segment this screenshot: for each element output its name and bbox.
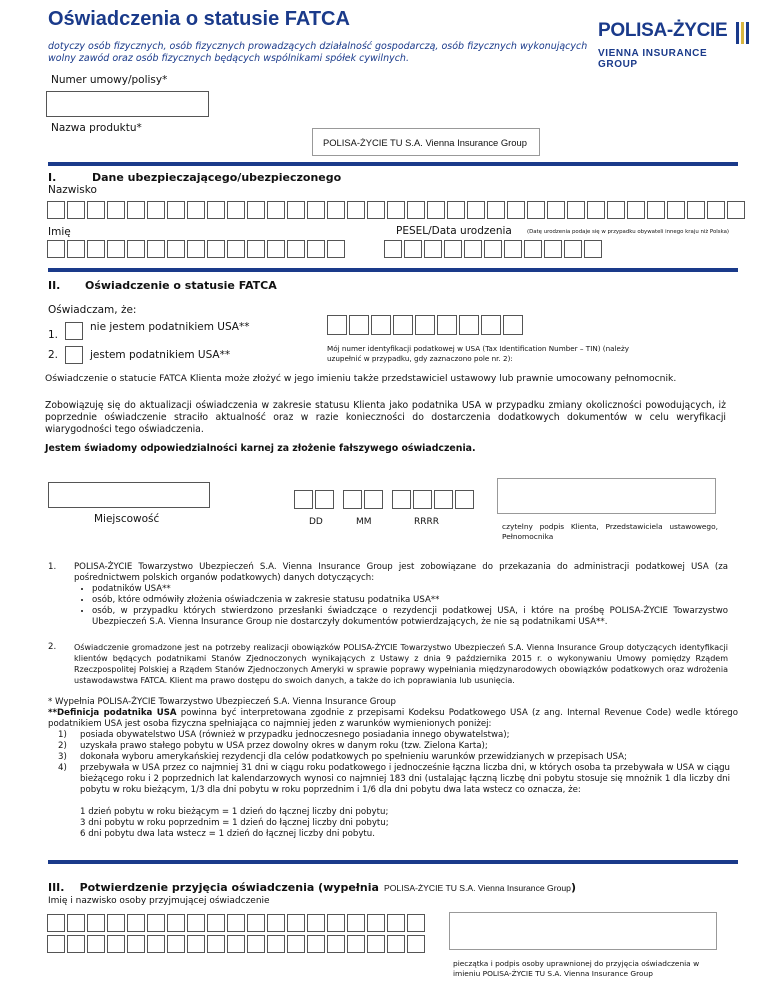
item-text: przebywała w USA przez co najmniej 31 dni w ciągu roku podatkowego i jednocześnie łączna liczba dni, w których osoba ta przebywała w USA w ciągu bieżącego roku i 2 poprzednich lat kalendarzowych wynosi co najmniej 183 dni (ustalając łączną liczbę dni pobytu stosuje się mnożnik 1 dla liczby dni pobytu w roku bieżącym, 1/3 dla dni pobytu w roku poprzednim i 1/6 dla dni pobytu dwa lata wstecz co oznacza, że: <box>80 763 730 795</box>
tin-note: Mój numer identyfikacji podatkowej w USA (Tax Identification Number – TIN) (należy uzupełnić w przypadku, gdy zaznaczono pole nr. 2): <box>327 344 629 363</box>
option2-number: 2. <box>48 349 59 361</box>
first-name-cells[interactable] <box>47 240 347 258</box>
note1-bullet: • osób, które odmówiły złożenia oświadczenia w zakresie statusu podatnika USA** <box>92 595 728 606</box>
definition-item-2 <box>58 741 738 752</box>
note1-bullet: • osób, w przypadku których stwierdzono przesłanki świadczące o rezydencji podatkowej USA, i które na prośbę POLISA-ŻYCIE Towarzystwo Ubezpieczeń S.A. Vienna Insurance Group nie dostarczyły dokumentów potwierdzających, że nie są podatnikami USA**. <box>92 606 728 628</box>
declare-label: Oświadczam, że: <box>48 304 137 316</box>
stamp-signature-label: pieczątka i podpis osoby uprawnionej do przyjęcia oświadczenia w imieniu POLISA-ŻYCIE TU S.A. Vienna Insurance Group <box>453 959 700 978</box>
option1-label: nie jestem podatnikiem USA** <box>90 321 250 333</box>
item-number: 2) <box>58 741 67 751</box>
note2-number: 2. <box>48 642 57 652</box>
section-divider-3 <box>48 860 738 864</box>
policy-number-input[interactable] <box>46 91 209 117</box>
date-year-label: RRRR <box>414 517 440 527</box>
logo-name: POLISA-ŻYCIE <box>598 20 728 41</box>
section1-number: I. <box>48 171 57 184</box>
section3-number: III. <box>48 881 65 894</box>
section1-title: Dane ubezpieczającego/ubezpieczonego <box>92 171 342 184</box>
company-logo <box>598 20 748 70</box>
calc-line: 1 dzień pobytu w roku bieżącym = 1 dzień do łącznej liczby dni pobytu; <box>80 807 389 817</box>
logo-stripes-icon <box>736 22 750 44</box>
date-year-cells[interactable] <box>392 490 476 509</box>
note1-number: 1. <box>48 562 57 572</box>
section-divider-1 <box>48 162 738 166</box>
us-taxpayer-definition <box>48 708 738 730</box>
section3-title-end: ) <box>570 881 576 894</box>
section3-heading <box>48 876 576 895</box>
not-us-taxpayer-checkbox[interactable] <box>65 322 83 340</box>
item-text: uzyskała prawo stałego pobytu w USA przez dowolny okres w danym roku (tzw. Zielona Karta); <box>80 741 488 751</box>
note1-intro: POLISA-ŻYCIE Towarzystwo Ubezpieczeń S.A. Vienna Insurance Group jest zobowiązane do przekazania do administracji podatkowej USA (za pośrednictwem polskich organów podatkowych) danych dotyczących: <box>74 562 728 583</box>
note2: Oświadczenie gromadzone jest na potrzeby realizacji obowiązków POLISA-ŻYCIE Towarzystwo Ubezpieczeń S.A. Vienna Insurance Group dotyczących identyfikacji klientów będących podatnikami Stanów Zjednoczonych wynikających z Ustawy z dnia 9 października 2015 r. o wykonywaniu Umowy pomiędzy Rządem Rzeczpospolitej Polskiej a Rządem Stanów Zjednoczonych Ameryki w sprawie poprawy wypełniania międzynarodowych obowiązków podatkowych oraz wdrożenia ustawodawstwa FATCA. Klient ma prawo dostępu do swoich danych, a także do ich poprawiania lub usunięcia. <box>74 643 728 685</box>
liability-statement: Jestem świadomy odpowiedzialności karnej za złożenie fałszywego oświadczenia. <box>45 443 476 454</box>
product-name-label: Nazwa produktu* <box>51 122 142 134</box>
tin-cells[interactable] <box>327 315 525 335</box>
definition-item-1 <box>58 730 738 741</box>
us-taxpayer-checkbox[interactable] <box>65 346 83 364</box>
calc-line: 3 dni pobytu w roku poprzednim = 1 dzień do łącznej liczby dni pobytu; <box>80 818 389 828</box>
client-signature-label: czytelny podpis Klienta, Przedstawiciela ustawowego, Pełnomocnika <box>502 522 718 541</box>
section2-number: II. <box>48 279 61 292</box>
option1-number: 1. <box>48 329 59 341</box>
commitment-text: Zobowiązuję się do aktualizacji oświadczenia w zakresie statusu Klienta jako podatnika USA w przypadku zmiany okoliczności powodujących, iż poprzednie oświadczenie straciło aktualność oraz w razie konieczności do dostarczenia dodatkowych dokumentów w celu weryfikacji wiarygodności tego oświadczenia. <box>45 400 726 435</box>
date-day-label: DD <box>309 517 323 527</box>
definition-title: **Definicja podatnika USA <box>48 708 177 718</box>
calc-lines <box>80 807 720 840</box>
footnote-star1: * Wypełnia POLISA-ŻYCIE Towarzystwo Ubezpieczeń S.A. Vienna Insurance Group <box>48 697 396 707</box>
item-text: dokonała wyboru amerykańskiej rezydencji dla celów podatkowych po spełnieniu warunków przewidzianych w przepisach USA; <box>80 752 627 762</box>
section3-title: Potwierdzenie przyjęcia oświadczenia (wypełnia <box>79 881 379 894</box>
surname-cells[interactable] <box>47 201 747 219</box>
logo-subtitle: VIENNA INSURANCE GROUP <box>598 48 708 70</box>
item-number: 3) <box>58 752 67 762</box>
option2-label: jestem podatnikiem USA** <box>90 349 231 361</box>
pesel-cells[interactable] <box>384 240 604 258</box>
section3-title-small: POLISA-ŻYCIE TU S.A. Vienna Insurance Group <box>384 883 571 893</box>
definition-text: powinna być interpretowana zgodnie z przepisami Kodeksu Podatkowego USA (z ang. Internal Revenue Code) wedle którego podatnikiem USA jest osoba fizyczna spełniająca co najmniej jeden z warunków wymienionych poniżej: <box>48 708 739 729</box>
place-label: Miejscowość <box>94 513 160 525</box>
receiver-name-cells-row2[interactable] <box>47 935 427 953</box>
client-signature-box[interactable] <box>497 478 716 514</box>
product-name-field <box>312 128 540 156</box>
surname-label: Nazwisko <box>48 184 97 196</box>
note1-bullet: • podatników USA** <box>92 584 728 595</box>
item-text: posiada obywatelstwo USA (również w przypadku jednoczesnego posiadania innego obywatelstwa); <box>80 730 510 740</box>
page-title: Oświadczenia o statusie FATCA <box>48 8 350 30</box>
section-divider-2 <box>48 268 738 272</box>
first-name-label: Imię <box>48 226 71 238</box>
place-input[interactable] <box>48 482 210 508</box>
receiver-name-cells-row1[interactable] <box>47 914 427 932</box>
note1 <box>74 562 728 628</box>
pesel-label: PESEL/Data urodzenia <box>396 225 512 237</box>
date-month-cells[interactable] <box>343 490 385 509</box>
date-day-cells[interactable] <box>294 490 336 509</box>
date-month-label: MM <box>356 517 372 527</box>
receiver-name-label: Imię i nazwisko osoby przyjmującej oświadczenie <box>48 896 270 906</box>
calc-line: 6 dni pobytu dwa lata wstecz = 1 dzień do łącznej liczby dni pobytu. <box>80 829 375 839</box>
item-number: 1) <box>58 730 67 740</box>
policy-number-label: Numer umowy/polisy* <box>51 74 168 86</box>
page-subtitle: dotyczy osób fizycznych, osób fizycznych prowadzących działalność gospodarczą, osób fizycznych wykonujących wolny zawód oraz osób fizycznych będących wspólnikami spółek cywilnych. <box>48 41 588 64</box>
definition-item-4 <box>58 763 730 796</box>
pesel-note: (Datę urodzenia podaje się w przypadku obywateli innego kraju niż Polska) <box>527 229 729 235</box>
stamp-signature-box[interactable] <box>449 912 717 950</box>
representative-note: Oświadczenie o statucie FATCA Klienta może złożyć w jego imieniu także przedstawiciel ustawowy lub prawnie umocowany pełnomocnik. <box>45 373 677 384</box>
item-number: 4) <box>58 763 67 773</box>
section2-title: Oświadczenie o statusie FATCA <box>85 279 277 292</box>
note1-list <box>74 584 728 628</box>
definition-item-3 <box>58 752 738 763</box>
product-name-value: POLISA-ŻYCIE TU S.A. Vienna Insurance Group <box>323 137 527 148</box>
